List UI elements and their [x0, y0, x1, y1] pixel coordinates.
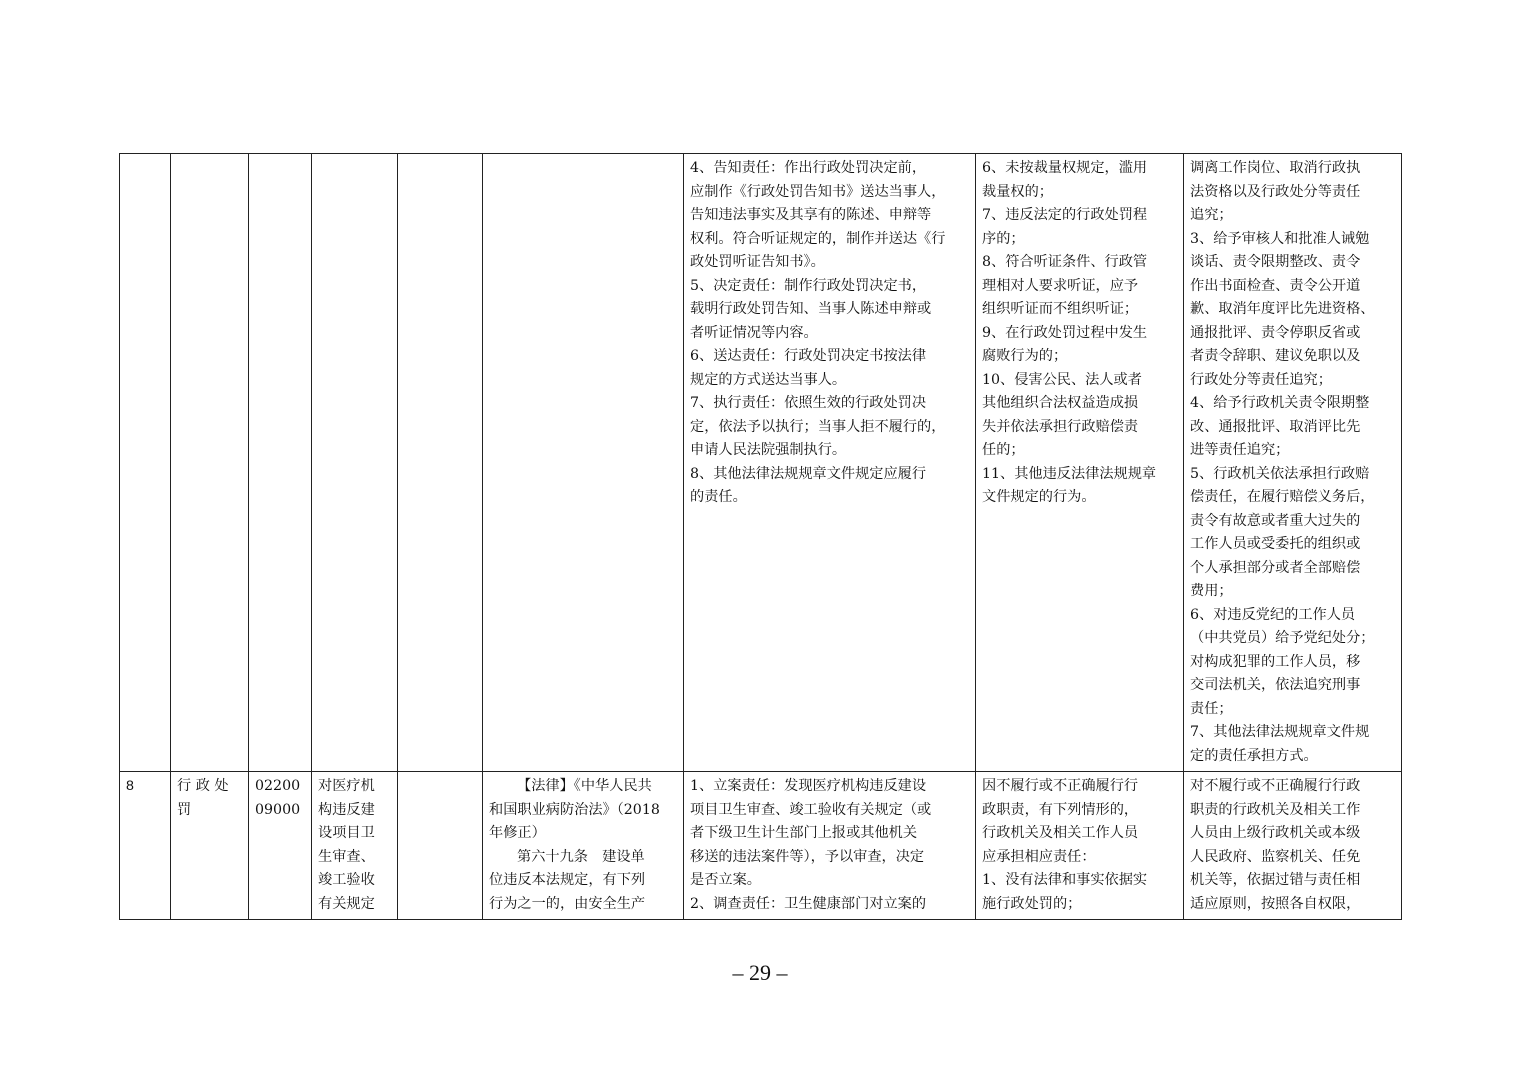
cell-category [171, 772, 249, 920]
text-line: 和国职业病防治法》（2018 [489, 801, 660, 818]
text-line: 腐败行为的； [982, 348, 1068, 364]
text-line: 人员由上级行政机关或本级 [1190, 825, 1361, 841]
text-line: 7、执行责任：依照生效的行政处罚决 [690, 395, 927, 411]
text-line: 6、未按裁量权规定，滥用 [982, 160, 1148, 176]
text-line: 理相对人要求听证，应予 [982, 277, 1139, 294]
text-line: 文件规定的行为。 [982, 489, 1096, 505]
text-line: 项目卫生审查、竣工验收有关规定（或 [690, 801, 932, 818]
text-line: 工作人员或受委托的组织或 [1190, 536, 1361, 552]
text-line: 进等责任追究； [1190, 442, 1290, 458]
table-row-8 [120, 772, 1402, 920]
cell-measures [1184, 772, 1402, 920]
text-line: 裁量权的； [982, 183, 1053, 200]
text-line: 施行政处罚的； [982, 895, 1082, 912]
cell-responsibility [684, 772, 976, 920]
text-line: 组织听证而不组织听证； [982, 301, 1139, 317]
text-line: （中共党员）给予党纪处分； [1190, 630, 1375, 646]
power-list-table [119, 153, 1402, 920]
cell-sub-item [398, 154, 483, 772]
text-line: 费用； [1190, 583, 1233, 599]
text-line: 行政机关及相关工作人员 [982, 825, 1139, 841]
text-line: 责任； [1190, 700, 1233, 717]
text-line: 年修正） [489, 825, 546, 841]
text-line: 的责任。 [690, 489, 747, 505]
text-line: 1、立案责任：发现医疗机构违反建设 [690, 778, 927, 794]
text-line: 个人承担部分或者全部赔偿 [1190, 559, 1361, 576]
text-line: 8、其他法律法规规章文件规定应履行 [690, 465, 927, 482]
text-line: 7、违反法定的行政处罚程 [982, 207, 1148, 223]
text-line: 人民政府、监察机关、任免 [1190, 848, 1361, 865]
cell-sub-item [398, 772, 483, 920]
cell-accountability [976, 772, 1184, 920]
text-line: 偿责任，在履行赔偿义务后， [1190, 489, 1375, 505]
cell-code [249, 772, 312, 920]
text-line: 第六十九条 建设单 [517, 848, 645, 865]
text-line: 9、在行政处罚过程中发生 [982, 324, 1148, 341]
text-line: 因不履行或不正确履行行 [982, 778, 1139, 794]
text-line: 者下级卫生计生部门上报或其他机关 [690, 825, 918, 841]
text-line: 权利。符合听证规定的，制作并送达《行 [690, 230, 946, 247]
text-line: 有关规定 [318, 895, 375, 912]
cell-measures [1184, 154, 1402, 772]
table-row-continued [120, 154, 1402, 772]
text-line: 2、调查责任：卫生健康部门对立案的 [690, 895, 927, 912]
text-line: 7、其他法律法规规章文件规 [1190, 724, 1370, 740]
text-line: 定，依法予以执行；当事人拒不履行的， [690, 418, 946, 435]
text-line: 应承担相应责任： [982, 848, 1096, 865]
cell-item-name [312, 772, 398, 920]
text-line: 对构成犯罪的工作人员，移 [1190, 653, 1361, 670]
text-line: 其他组织合法权益造成损 [982, 395, 1139, 411]
text-line: 歉、取消年度评比先进资格、 [1190, 301, 1375, 317]
text-line: 对医疗机 [318, 778, 375, 794]
text-line: 定的责任承担方式。 [1190, 747, 1318, 764]
cell-item-name [312, 154, 398, 772]
text-line: 失并依法承担行政赔偿责 [982, 418, 1139, 435]
text-line: 谈话、责令限期整改、责令 [1190, 254, 1361, 270]
text-line: 6、送达责任：行政处罚决定书按法律 [690, 348, 927, 364]
text-line: 法资格以及行政处分等责任 [1190, 183, 1361, 200]
text-line: 载明行政处罚告知、当事人陈述申辩或 [690, 301, 932, 317]
text-line: 构违反建 [318, 801, 375, 818]
text-line: 是否立案。 [690, 872, 761, 888]
cell-legal-basis [483, 772, 684, 920]
page-number: – 29 – [732, 960, 788, 985]
text-line: 生审查、 [318, 848, 375, 865]
text-line: 罚 [177, 801, 192, 818]
text-line: 对不履行或不正确履行行政 [1190, 778, 1361, 794]
text-line: 任的； [982, 442, 1025, 458]
text-line: 行 政 处 [177, 778, 229, 794]
cell-legal-basis [483, 154, 684, 772]
text-line: 设项目卫 [318, 825, 375, 841]
text-line: 作出书面检查、责令公开道 [1190, 277, 1361, 294]
text-line: 竣工验收 [318, 872, 375, 888]
text-line: 者责令辞职、建议免职以及 [1190, 348, 1361, 364]
cell-accountability [976, 154, 1184, 772]
text-line: 8、符合听证条件、行政管 [982, 254, 1148, 270]
text-line: 责令有故意或者重大过失的 [1190, 512, 1361, 529]
text-line: 09000 [255, 801, 301, 818]
text-line: 10、侵害公民、法人或者 [982, 371, 1142, 388]
text-line: 3、给予审核人和批准人诫勉 [1190, 230, 1370, 247]
text-line: 6、对违反党纪的工作人员 [1190, 606, 1356, 623]
text-line: 行为之一的，由安全生产 [489, 895, 646, 912]
text-line: 4、告知责任：作出行政处罚决定前， [690, 160, 927, 176]
text-line: 追究； [1190, 207, 1233, 223]
text-line: 政处罚听证告知书》。 [690, 254, 825, 270]
text-line: 移送的违法案件等），予以审查，决定 [690, 848, 925, 865]
cell-responsibility [684, 154, 976, 772]
text-line: 适应原则，按照各自权限， [1190, 895, 1361, 912]
text-line: 5、行政机关依法承担行政赔 [1190, 465, 1370, 482]
text-line: 【法律】《中华人民共 [517, 778, 652, 794]
text-line: 1、没有法律和事实依据实 [982, 872, 1148, 888]
cell-code [249, 154, 312, 772]
text-line: 通报批评、责令停职反省或 [1190, 324, 1361, 341]
text-line: 02200 [255, 778, 301, 794]
cell-number: 8 [120, 772, 171, 920]
text-line: 交司法机关，依法追究刑事 [1190, 677, 1361, 693]
cell-number [120, 154, 171, 772]
text-line: 调离工作岗位、取消行政执 [1190, 160, 1361, 176]
text-line: 机关等，依据过错与责任相 [1190, 872, 1361, 888]
text-line: 5、决定责任：制作行政处罚决定书， [690, 277, 927, 294]
text-line: 职责的行政机关及相关工作 [1190, 801, 1361, 818]
text-line: 位违反本法规定，有下列 [489, 872, 646, 888]
text-line: 行政处分等责任追究； [1190, 371, 1332, 388]
cell-category [171, 154, 249, 772]
text-line: 序的； [982, 230, 1025, 247]
text-line: 11、其他违反法律法规规章 [982, 465, 1157, 482]
text-line: 政职责，有下列情形的， [982, 801, 1139, 818]
text-line: 规定的方式送达当事人。 [690, 371, 847, 388]
text-line: 申请人民法院强制执行。 [690, 442, 847, 458]
text-line: 4、给予行政机关责令限期整 [1190, 395, 1370, 411]
text-line: 告知违法事实及其享有的陈述、申辩等 [690, 207, 932, 223]
text-line: 者听证情况等内容。 [690, 324, 818, 341]
text-line: 应制作《行政处罚告知书》送达当事人， [690, 183, 946, 200]
text-line: 改、通报批评、取消评比先 [1190, 418, 1361, 435]
